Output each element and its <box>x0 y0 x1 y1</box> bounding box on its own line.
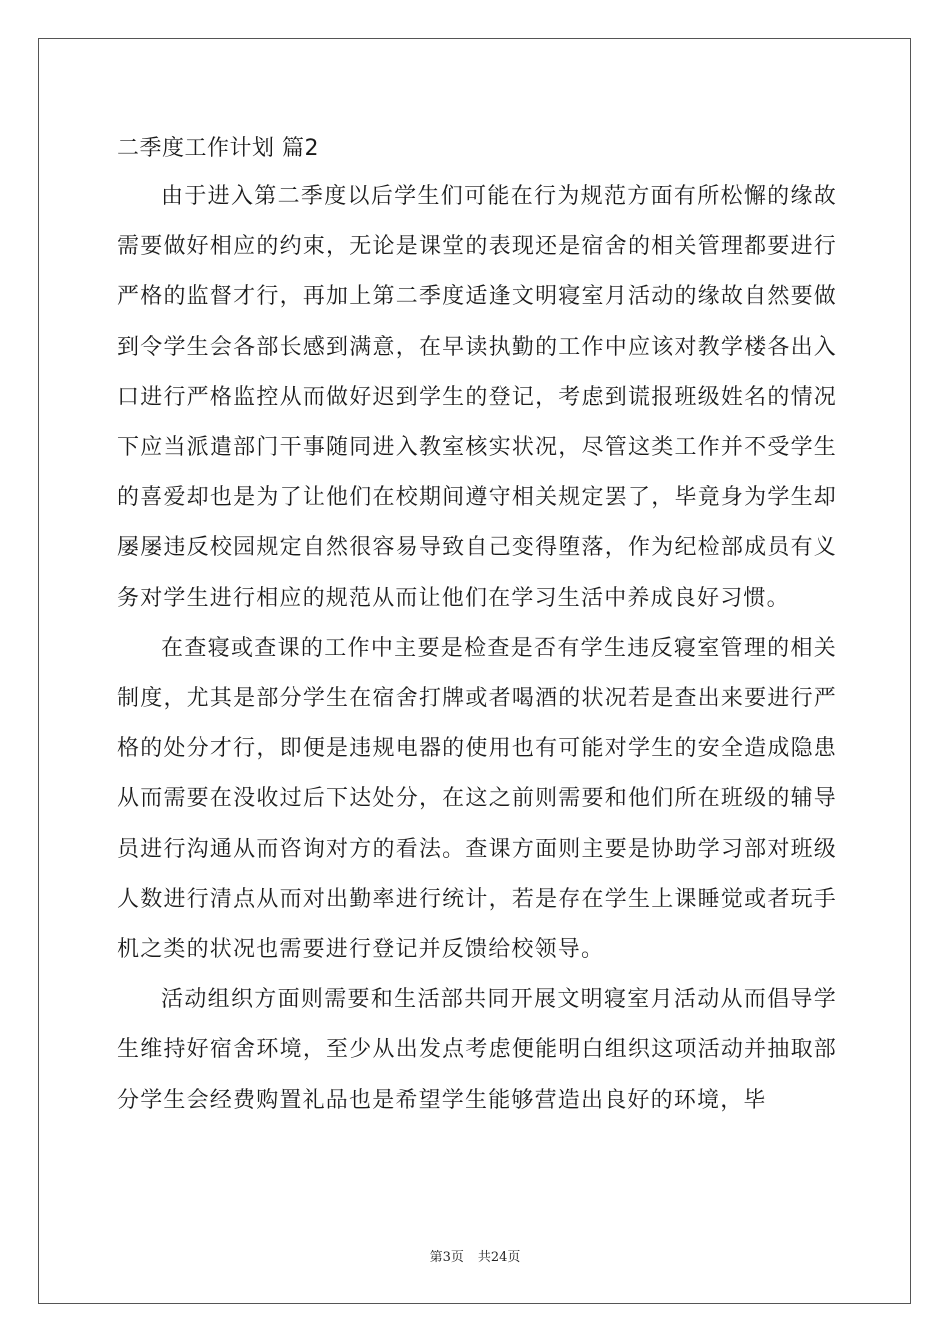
page-number: 第3页 <box>429 1250 464 1265</box>
paragraph-1: 由于进入第二季度以后学生们可能在行为规范方面有所松懈的缘故需要做好相应的约束，无论是课堂的表现还是宿舍的相关管理都要进行严格的监督才行，再加上第二季度适逢文明寝室月活动的缘故自然要做到令学生会各部长感到满意，在早读执勤的工作中应该对教学楼各出入口进行严格监控从而做好迟到学生的登记，考虑到谎报班级姓名的情况下应当派遣部门干事随同进入教室核实状况，尽管这类工作并不受学生的喜爱却也是为了让他们在校期间遵守相关规定罢了，毕竟身为学生却屡屡违反校园规定自然很容易导致自己变得堕落，作为纪检部成员有义务对学生进行相应的规范从而让他们在学习生活中养成良好习惯。 <box>117 184 837 611</box>
page-total: 共24页 <box>477 1250 521 1265</box>
document-title: 二季度工作计划 篇2 <box>117 136 319 161</box>
page-footer <box>0 1246 950 1265</box>
document-body <box>117 126 837 1126</box>
paragraph-2: 在查寝或查课的工作中主要是检查是否有学生违反寝室管理的相关制度，尤其是部分学生在宿舍打牌或者喝酒的状况若是查出来要进行严格的处分才行，即便是违规电器的使用也有可能对学生的安全造成隐患从而需要在没收过后下达处分，在这之前则需要和他们所在班级的辅导员进行沟通从而咨询对方的看法。查课方面则主要是协助学习部对班级人数进行清点从而对出勤率进行统计，若是存在学生上课睡觉或者玩手机之类的状况也需要进行登记并反馈给校领导。 <box>117 635 837 963</box>
paragraph-3: 活动组织方面则需要和生活部共同开展文明寝室月活动从而倡导学生维持好宿舍环境，至少从出发点考虑便能明白组织这项活动并抽取部分学生会经费购置礼品也是希望学生能够营造出良好的环境，毕 <box>117 987 837 1113</box>
